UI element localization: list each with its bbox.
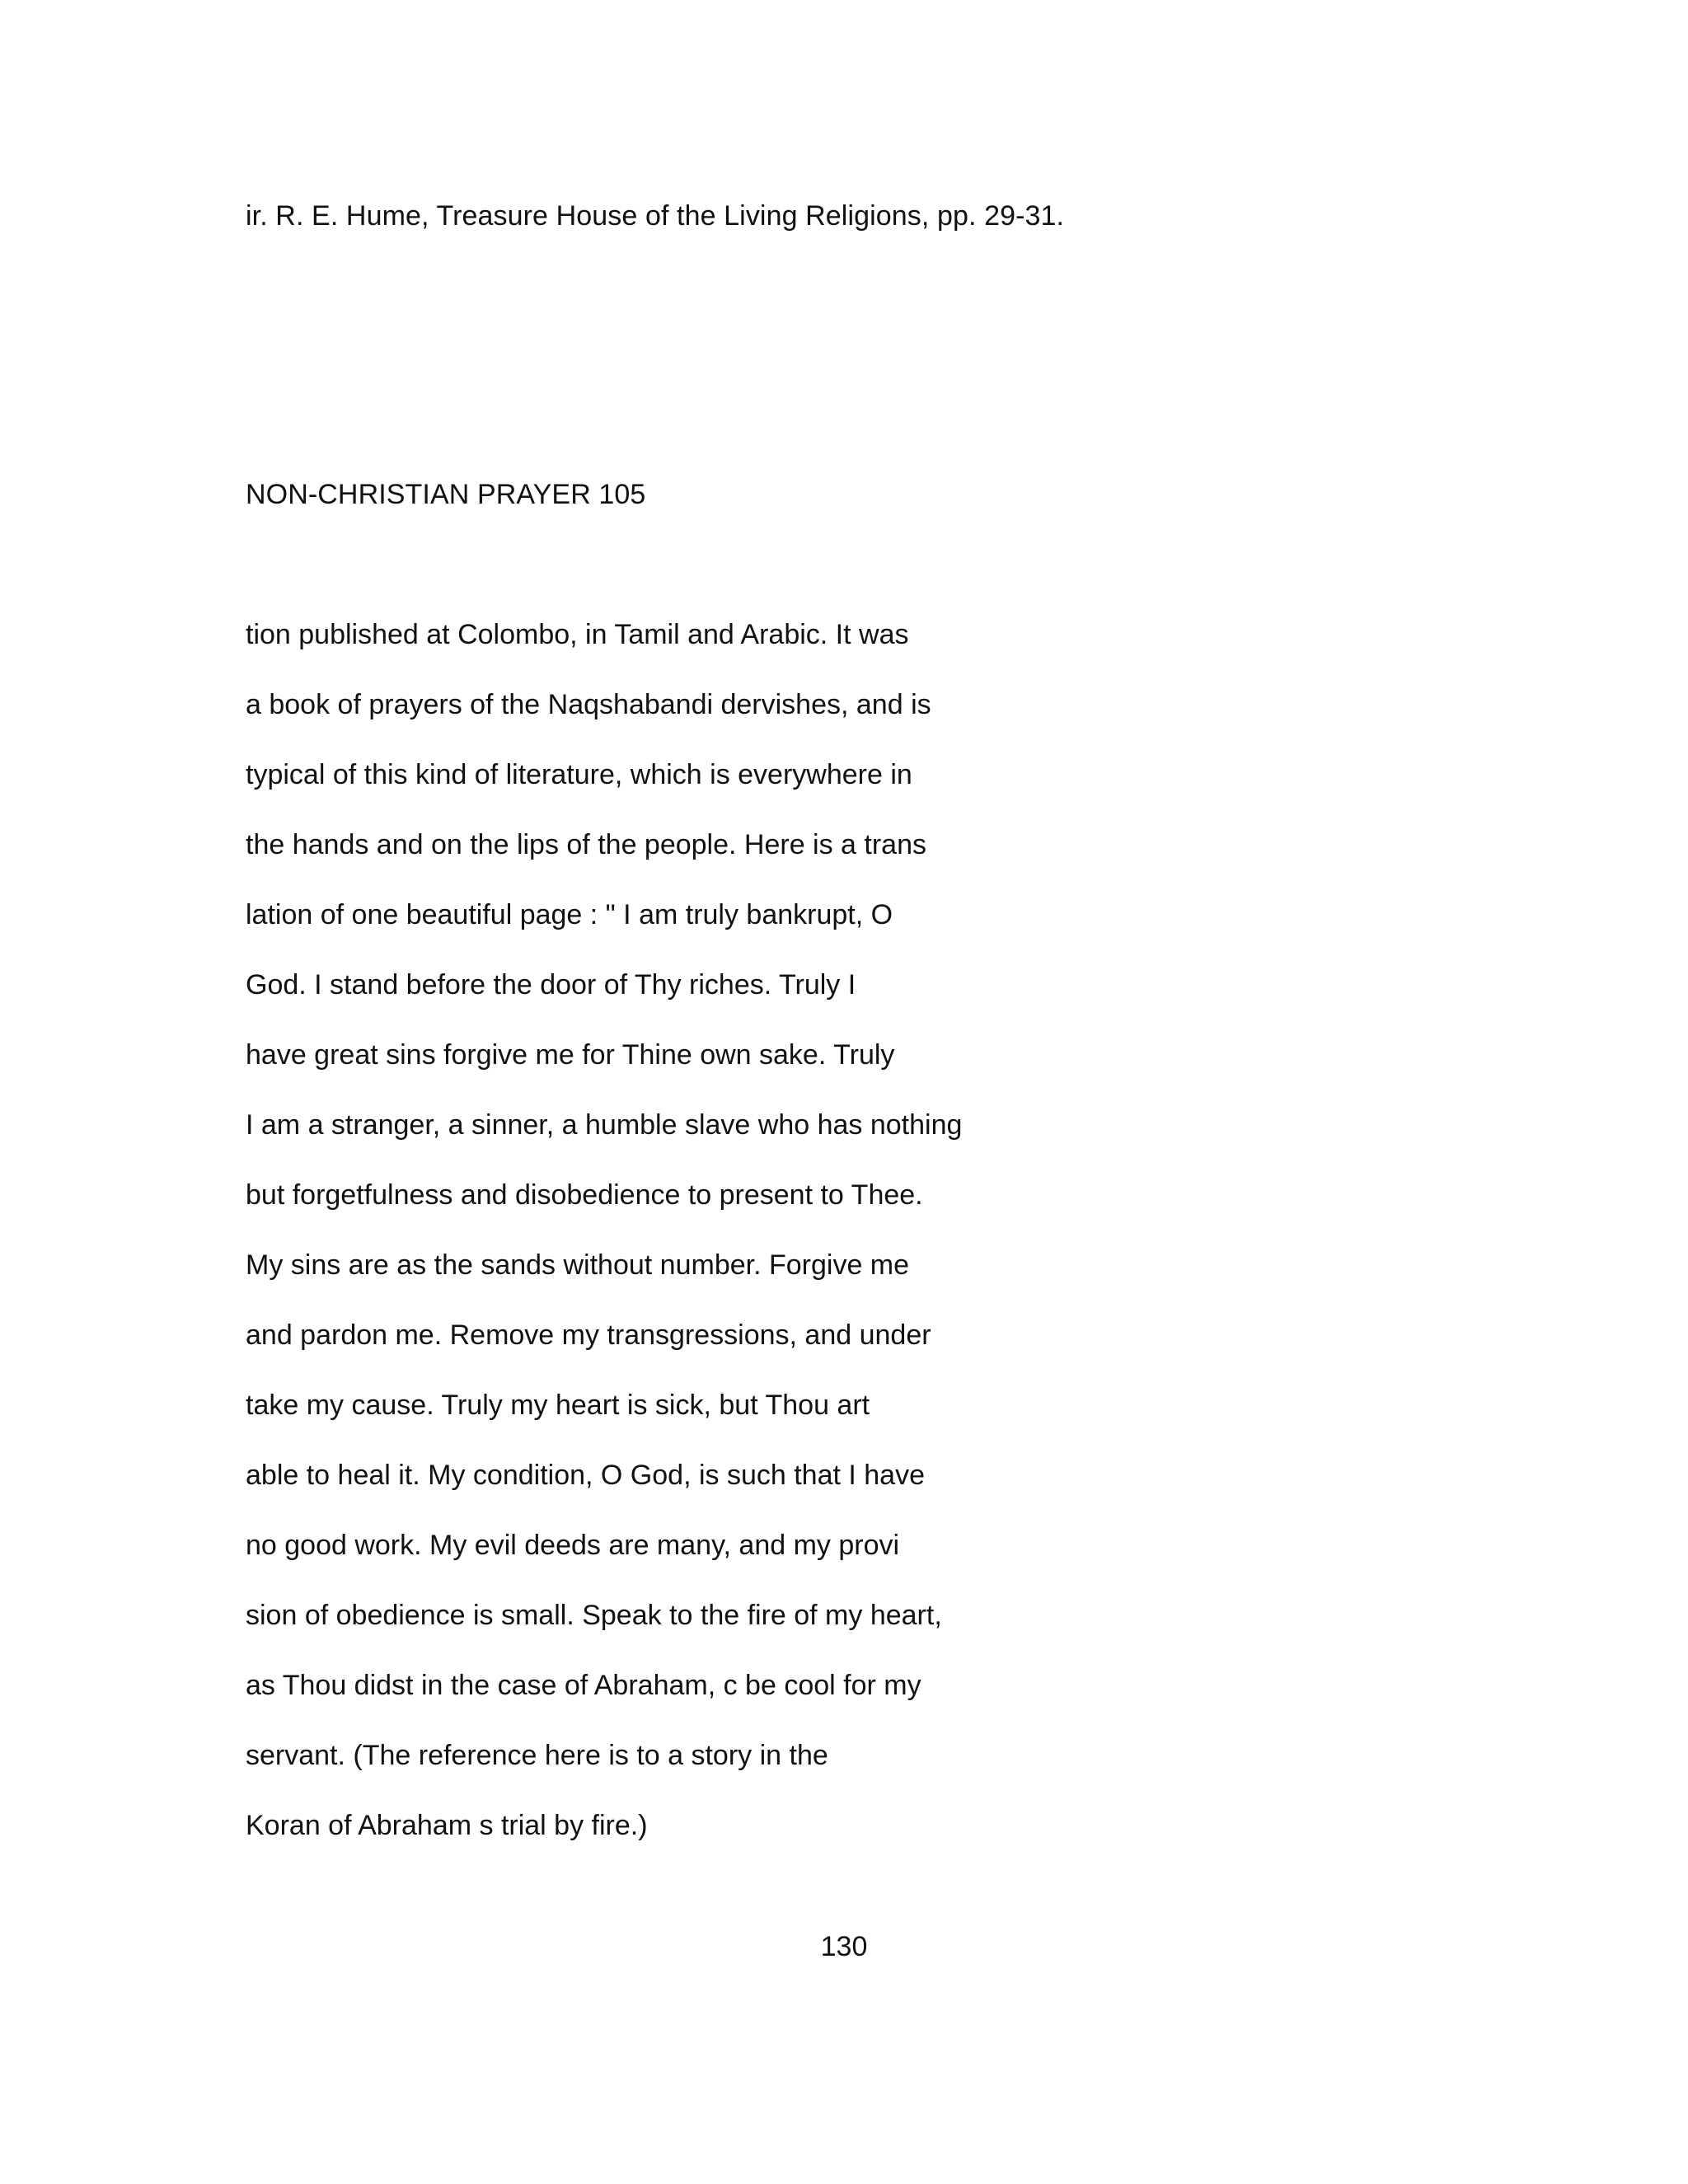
footnote: ir. R. E. Hume, Treasure House of the Living Religions, pp. 29-31.: [246, 200, 1065, 232]
body-line: servant. (The reference here is to a story in the: [246, 1740, 828, 1771]
body-line: no good work. My evil deeds are many, and my provi: [246, 1530, 900, 1561]
body-line: but forgetfulness and disobedience to present to Thee.: [246, 1179, 923, 1211]
running-head: NON-CHRISTIAN PRAYER 105: [246, 479, 646, 510]
body-line: take my cause. Truly my heart is sick, but Thou art: [246, 1390, 870, 1421]
body-line: My sins are as the sands without number. Forgive me: [246, 1249, 910, 1281]
body-line: tion published at Colombo, in Tamil and Arabic. It was: [246, 619, 909, 650]
page-number: 130: [820, 1931, 868, 1962]
body-text: [246, 618, 1482, 1879]
body-line: as Thou didst in the case of Abraham, c be cool for my: [246, 1670, 921, 1701]
body-line: and pardon me. Remove my transgressions, and under: [246, 1319, 931, 1351]
body-line: typical of this kind of literature, which is everywhere in: [246, 759, 912, 790]
body-line: sion of obedience is small. Speak to the fire of my heart,: [246, 1600, 942, 1631]
body-line: I am a stranger, a sinner, a humble slave who has nothing: [246, 1109, 963, 1141]
body-line: God. I stand before the door of Thy riches. Truly I: [246, 969, 856, 1001]
body-line: the hands and on the lips of the people. Here is a trans: [246, 829, 926, 860]
body-line: a book of prayers of the Naqshabandi dervishes, and is: [246, 689, 931, 720]
body-line: able to heal it. My condition, O God, is such that I have: [246, 1460, 926, 1491]
body-line: lation of one beautiful page : " I am truly bankrupt, O: [246, 899, 893, 930]
body-line: have great sins forgive me for Thine own sake. Truly: [246, 1039, 895, 1071]
body-line: Koran of Abraham s trial by fire.): [246, 1810, 648, 1841]
